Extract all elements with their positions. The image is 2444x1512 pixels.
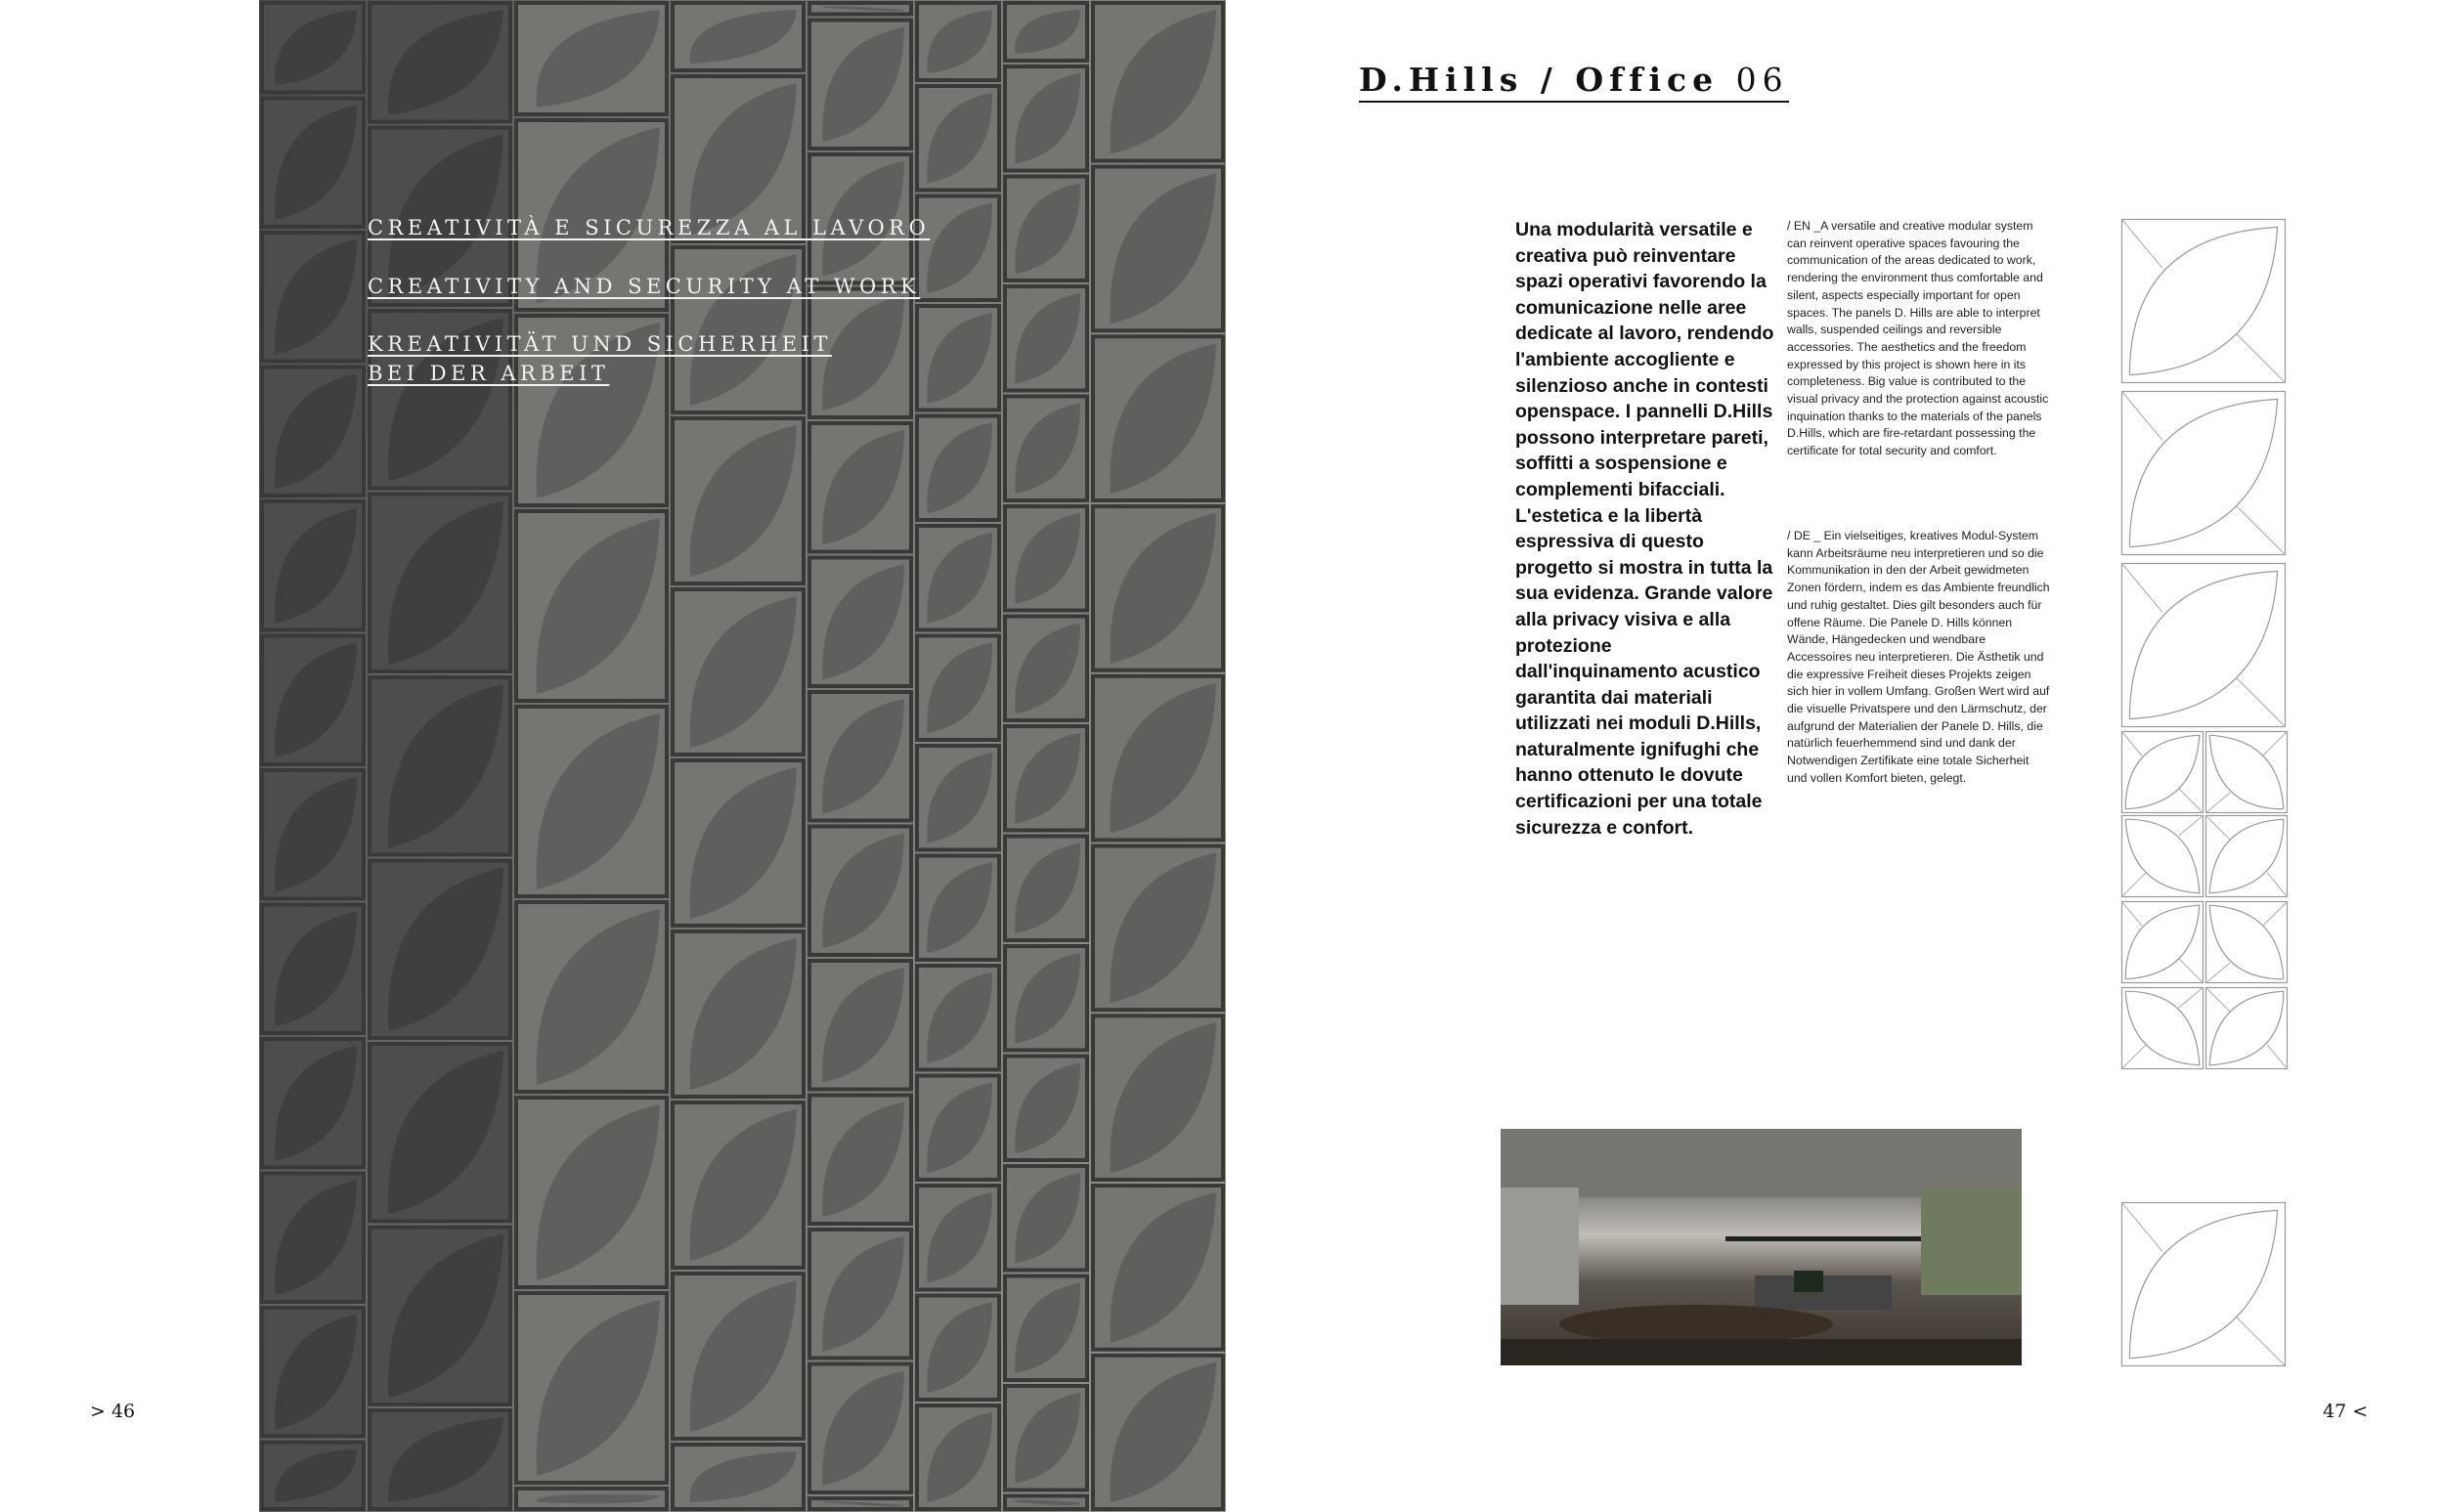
panel-pattern-tile [2121,219,2286,383]
panel-pattern-tile [2121,901,2204,983]
overlay-heading-it: CREATIVITÀ E SICUREZZA AL LAVORO [368,216,931,239]
page-number-right: 47 < [2323,1401,2369,1422]
panel-pattern-tile [2121,1202,2286,1366]
title-number: 06 [1735,61,1789,99]
panel-pattern-tile [2205,901,2288,983]
panel-pattern-tile [2205,731,2288,813]
title-text: D.Hills / Office [1359,61,1720,99]
panel-pattern-tile [2121,815,2204,897]
panel-pattern-tile [2121,731,2204,813]
office-scene [1501,1129,2022,1365]
panel-pattern-tile [2121,391,2286,555]
english-text: / EN _A versatile and creative modular system can reinvent operative spaces favouring the communication of the areas dedicated to work, rendering the environment thus comfortable and silent, aspects especially important for open spaces. The panels D. Hills are able to interpret walls, suspended ceilings and reversible accessories. The aesthetics and the freedom expressed by this project is shown here in its completeness. Big value is contributed to the visual privacy and the protection against acoustic inquination thanks to the materials of the panels D.Hills, which are fire-retardant possessing the certificate for total security and comfort. [1787,219,2049,458]
wall-panels-photo [259,0,1226,1512]
office-photo [1501,1129,2022,1365]
overlay-heading-de-1: KREATIVITÄT UND SICHERHEIT [368,332,832,356]
page-title [1359,61,1789,103]
panel-pattern-tile [2205,815,2288,897]
overlay-heading-en: CREATIVITY AND SECURITY AT WORK [368,275,921,298]
page-number-left: > 46 [90,1401,136,1422]
german-text: / DE _ Ein vielseitiges, kreatives Modul-System kann Arbeitsräume neu interpretieren und so die Kommunikation in den der Arbeit gewidmeten Zonen fördern, indem es das Ambiente freundlich und ruhig gestaltet. Dies gilt besonders auch für offene Räume. Die Panele D. Hills können Wände, Hängedecken und wendbare Accessoires neu interpretieren. Die Ästhetik und die expressive Freiheit dieses Projekts zeigen sich hier in vollem Umfang. Großen Wert wird auf die visuelle Privatspere und den Lärmschutz, der aufgrund der Materialien der Panele D. Hills, die natürlich feuerhemmend sind und dank der Notwendigen Zertifikate eine totale Sicherheit und vollen Komfort bieten, gelegt. [1787,529,2050,785]
italian-text: Una modularità versatile e creativa può reinventare spazi operativi favorendo la comunicazione nelle aree dedicate al lavoro, rendendo l'ambiente accogliente e silenzioso anche in contesti openspace. I pannelli D.Hills possono interpretare pareti, soffitti a sospensione e complementi bifacciali. L'estetica e la libertà espressiva di questo progetto si mostra in tutta la sua evidenza. Grande valore alla privacy visiva e alla protezione dall'inquinamento acustico garantita dai materiali utilizzati nei moduli D.Hills, naturalmente ignifughi che hanno ottenuto le dovute certificazioni per una totale sicurezza e confort. [1515,219,1774,839]
panel-pattern-tile [2121,987,2204,1069]
panel-patterns [2119,217,2291,1370]
panel-pattern-tile [2205,987,2288,1069]
panel-pattern-tile [2121,563,2286,727]
overlay-heading-de-2: BEI DER ARBEIT [368,362,610,385]
